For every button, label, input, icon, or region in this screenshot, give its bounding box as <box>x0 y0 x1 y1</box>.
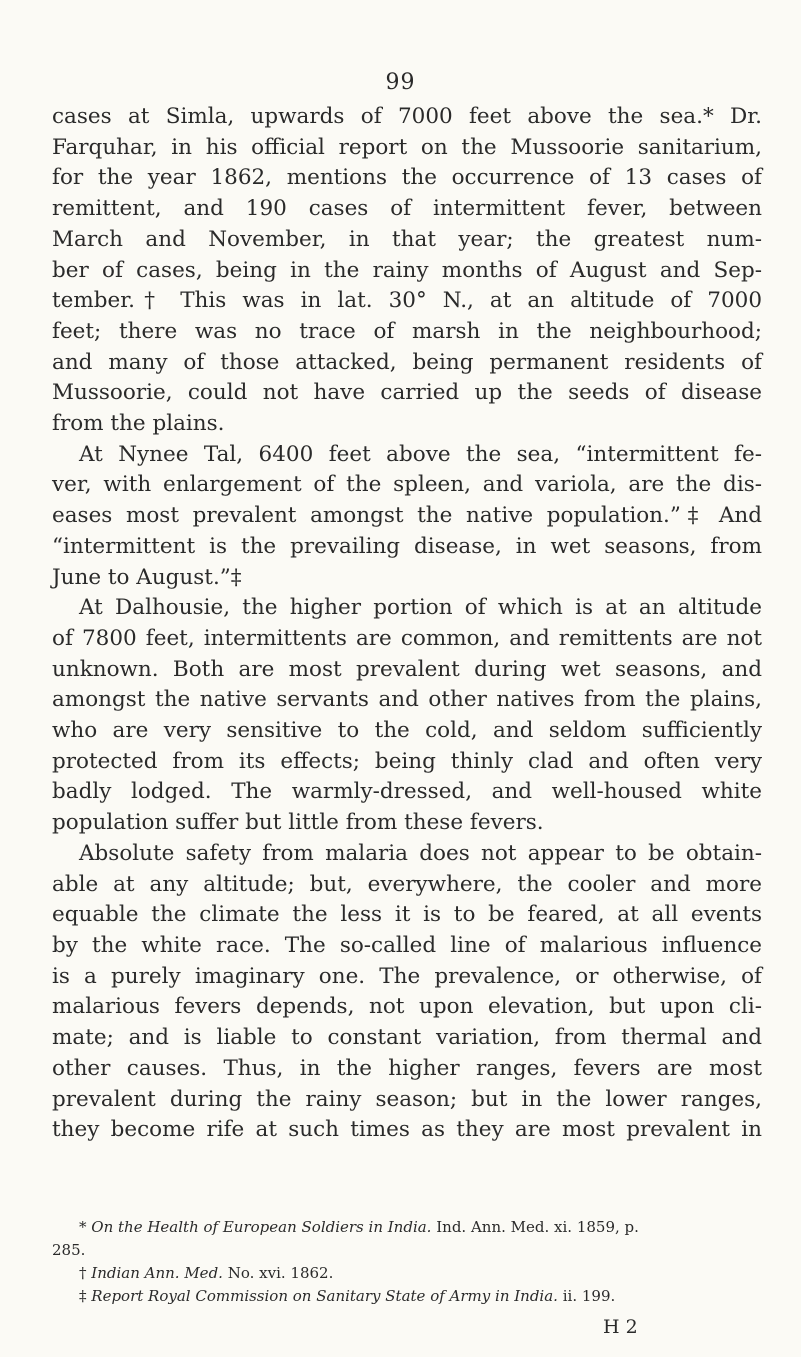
text-line: Absolute safety from malaria does not appear to be obtain- <box>79 840 762 866</box>
page-number: 99 <box>385 70 416 95</box>
footnote-mark: ‡ <box>79 1287 87 1305</box>
text-line: other causes. Thus, in the higher ranges, fevers are most <box>52 1055 762 1081</box>
text-line: who are very sensitive to the cold, and seldom sufficiently <box>52 718 762 744</box>
text-line: they become rife at such times as they are most prevalent in <box>52 1117 762 1143</box>
text-line: equable the climate the less it is to be feared, at all events <box>52 902 762 928</box>
text-line: March and November, in that year; the greatest num- <box>52 226 762 252</box>
text-line: remittent, and 190 cases of intermittent fever, between <box>52 196 762 222</box>
text-line: ver, with enlargement of the spleen, and variola, are the dis- <box>52 472 762 498</box>
footnote-mark: † <box>79 1264 87 1282</box>
text-line: tember.† This was in lat. 30° N., at an altitude of 7000 <box>52 288 762 314</box>
text-line: population suffer but little from these fevers. <box>52 810 544 836</box>
footnote-ref: Ind. Ann. Med. xi. 1859, p. <box>436 1218 639 1236</box>
text-line: “intermittent is the prevailing disease, in wet seasons, from <box>52 533 762 559</box>
footnote-3 <box>52 1285 762 1308</box>
body-text <box>52 102 762 1146</box>
text-line: June to August.”‡ <box>52 564 242 590</box>
text-line: badly lodged. The warmly-dressed, and well-housed white <box>52 779 762 805</box>
text-line: Mussoorie, could not have carried up the seeds of disease <box>52 380 762 406</box>
footnote-ref: ii. 199. <box>562 1287 616 1305</box>
text-line: for the year 1862, mentions the occurrence of 13 cases of <box>52 165 762 191</box>
text-line: of 7800 feet, intermittents are common, and remittents are not <box>52 625 762 651</box>
footnote-ref: No. xvi. 1862. <box>227 1264 334 1282</box>
text-line: prevalent during the rainy season; but in the lower ranges, <box>52 1086 762 1112</box>
footnote-1-continuation: 285. <box>52 1241 86 1259</box>
footnote-2 <box>52 1262 762 1285</box>
text-line: unknown. Both are most prevalent during wet seasons, and <box>52 656 762 682</box>
text-line: At Dalhousie, the higher portion of which is at an altitude <box>79 595 762 621</box>
text-line: amongst the native servants and other natives from the plains, <box>52 687 762 713</box>
footnote-title: Report Royal Commission on Sanitary State of Army in India. <box>91 1287 558 1305</box>
text-line: eases most prevalent amongst the native population.”‡ And <box>52 503 762 529</box>
text-line: protected from its effects; being thinly clad and often very <box>52 748 762 774</box>
text-line: able at any altitude; but, everywhere, the cooler and more <box>52 871 762 897</box>
text-line: from the plains. <box>52 411 225 437</box>
footnotes <box>52 1216 762 1308</box>
text-line: mate; and is liable to constant variation, from thermal and <box>52 1025 762 1051</box>
text-line: malarious fevers depends, not upon elevation, but upon cli- <box>52 994 762 1020</box>
text-line: feet; there was no trace of marsh in the neighbourhood; <box>52 318 762 344</box>
footnote-mark: * <box>79 1218 87 1236</box>
footnote-title: On the Health of European Soldiers in India. <box>91 1218 432 1236</box>
text-line: and many of those attacked, being permanent residents of <box>52 349 762 375</box>
text-line: cases at Simla, upwards of 7000 feet above the sea.* Dr. <box>52 104 762 129</box>
text-line: by the white race. The so-called line of malarious influence <box>52 932 762 958</box>
footnote-title: Indian Ann. Med. <box>91 1264 223 1282</box>
text-line: Farquhar, in his official report on the Mussoorie sanitarium, <box>52 134 762 160</box>
text-line: ber of cases, being in the rainy months of August and Sep- <box>52 257 762 283</box>
signature-mark: H 2 <box>603 1316 638 1338</box>
footnote-1 <box>52 1216 762 1239</box>
text-line: is a purely imaginary one. The prevalence, or otherwise, of <box>52 963 762 989</box>
text-line: At Nynee Tal, 6400 feet above the sea, “intermittent fe- <box>79 441 762 467</box>
